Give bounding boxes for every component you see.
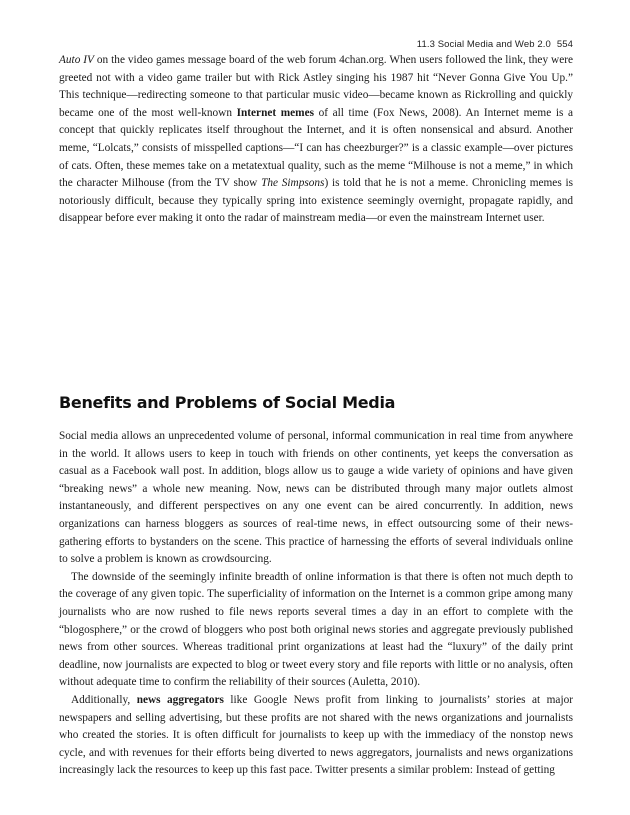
- term-internet-memes: Internet memes: [236, 106, 314, 119]
- section-paragraph-3: [59, 692, 573, 780]
- show-title-italic: The Simpsons: [261, 177, 325, 190]
- running-header: [417, 39, 573, 50]
- section-paragraph-1: Social media allows an unprecedented volume of personal, informal communication in real time from anywhere in the world. It allows users to keep in touch with friends on other continents, yet keeps the conversation as casual as a Facebook wall post. In addition, blogs allow us to gauge a wide variety of opinions and have given “breaking news” a whole new meaning. Now, news can be distributed through many major outlets almost instantaneously, and different perspectives on any one event can be aired concurrently. In addition, news organizations can harness bloggers as sources of real-time news, in effect outsourcing some of their news-gathering efforts to bystanders on the scene. This practice of harnessing the efforts of several individuals online to solve a problem is known as crowdsourcing.: [59, 430, 573, 566]
- intro-text-block: [59, 52, 573, 228]
- paragraph-3-lead: Additionally,: [71, 693, 137, 706]
- section-text-block: [59, 428, 573, 780]
- intro-text-part-a: on the video games message board of the web forum 4chan.org. When users followed the link, they were greeted not with a video game trailer but with Rick Astley singing his 1987 hit “Never Gonna Give You Up.” This technique—redirecting someone to that particular music video—became known as Rickrolling and quickly became one of the most well-known: [59, 54, 573, 119]
- intro-paragraph: [59, 52, 573, 228]
- header-page-number: 554: [556, 39, 573, 50]
- section-paragraph-2: The downside of the seemingly infinite breadth of online information is that there is often not much depth to the coverage of any given topic. The superficiality of information on the Internet is a common gripe among many journalists who are now rushed to file news reports several times a day in an effort to complete with the “blogosphere,” or the crowd of bloggers who post both original news stories and aggregate previously published news from other sources. Whereas traditional print organizations at least had the “luxury” of the daily print deadline, now journalists are expected to blog or tweet every story and file reports with little or no analysis, often without adequate time to confirm the reliability of their sources (Auletta, 2010).: [59, 570, 573, 689]
- game-title-italic: Auto IV: [59, 54, 94, 66]
- intro-text-part-b: of all time (Fox News, 2008). An Internet meme is a concept that quickly replicates itself throughout the Internet, and it is often nonsensical and absurd. Another meme, “Lolcats,” consists of misspelled captions—“I can has cheezburger?” is a classic example—over pictures of cats. Often, these memes take on a metatextual quality, such as the meme “Milhouse is not a meme,” in which the character Milhouse (from the TV show: [59, 106, 573, 190]
- header-section-title: 11.3 Social Media and Web 2.0: [416, 39, 551, 50]
- intro-text-part-c: ) is told that he is not a meme. Chronicling memes is notoriously difficult, because they typically spring into existence seemingly overnight, propagate rapidly, and disappear before ever making it onto the radar of mainstream media—or even the mainstream Internet user.: [59, 177, 573, 225]
- paragraph-3-text: like Google News profit from linking to journalists’ stories at major newspapers and selling advertising, but these profits are not shared with the news organizations and journalists who created the stories. It is often difficult for journalists to keep up with the immediacy of the nonstop news cycle, and with revenues for their efforts being diverted to news aggregators, journalists and news organizations increasingly lack the resources to keep up this fast pace. Twitter presents a similar problem: Instead of getting: [59, 693, 573, 777]
- section-heading: Benefits and Problems of Social Media: [59, 393, 396, 412]
- term-news-aggregators: news aggregators: [136, 693, 224, 706]
